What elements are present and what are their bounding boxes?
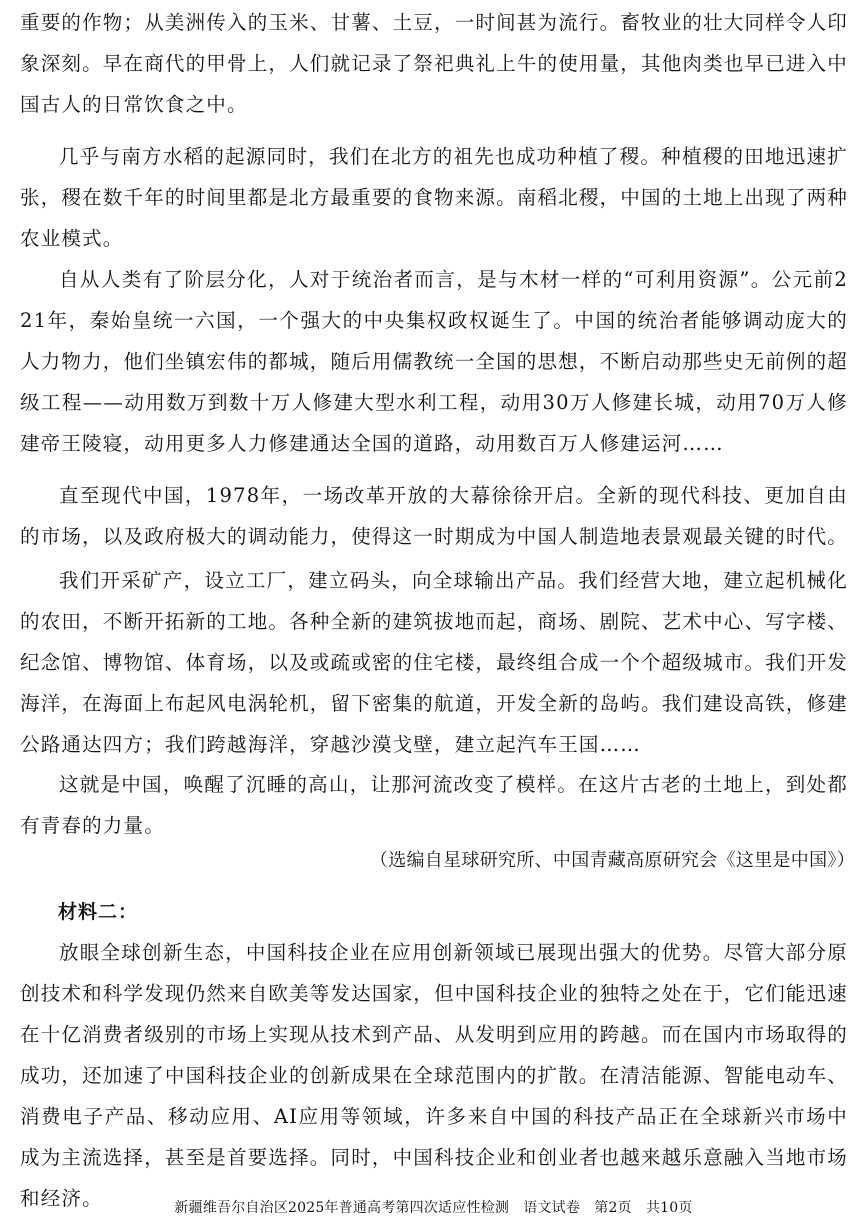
paragraph-central-power: 自从人类有了阶层分化，人对于统治者而言，是与木材一样的“可利用资源”。公元前221年，秦始皇统一六国，一个强大的中央集权政权诞生了。中国的统治者能够调动庞大的人力物力，他们坐镇宏伟的都城，随后用儒教统一全国的思想，不断启动那些史无前例的超级工程——动用数万到数十万人修建大型水利工程，动用30万人修建长城，动用70万人修建帝王陵寝，动用更多人力修建通达全国的道路，动用数百万人修建运河……: [20, 268, 849, 455]
paragraph-youthful-power: 这就是中国，唤醒了沉睡的高山，让那河流改变了模样。在这片古老的土地上，到处都有青春的力量。: [20, 773, 848, 837]
paragraph-crops-livestock: 重要的作物；从美洲传入的玉米、甘薯、土豆，一时间甚为流行。畜牧业的壮大同样令人印象深刻。早在商代的甲骨上，人们就记录了祭祀典礼上牛的使用量，其他肉类也早已进入中国古人的日常饮食之中。: [20, 11, 849, 116]
material-two-heading: 材料二：: [58, 901, 139, 923]
paragraph-reform-opening: 直至现代中国，1978年，一场改革开放的大幕徐徐开启。全新的现代科技、更加自由的市场，以及政府极大的调动能力，使得这一时期成为中国人制造地表景观最关键的时代。: [20, 484, 849, 548]
page-footer: 新疆维吾尔自治区2025年普通高考第四次适应性检测 语文试卷 第2页 共10页: [174, 1200, 693, 1216]
paragraph-millet-north: 几乎与南方水稻的起源同时，我们在北方的祖先也成功种植了稷。种植稷的田地迅速扩张，稷在数千年的时间里都是北方最重要的食物来源。南稻北稷，中国的土地上出现了两种农业模式。: [20, 145, 849, 250]
source-citation: （选编自星球研究所、中国青藏高原研究会《这里是中国》）: [369, 850, 855, 871]
paragraph-construction: 我们开采矿产，设立工厂，建立码头，向全球输出产品。我们经营大地，建立起机械化的农田，不断开拓新的工地。各种全新的建筑拔地而起，商场、剧院、艺术中心、写字楼、纪念馆、博物馆、体育场，以及或疏或密的住宅楼，最终组合成一个个超级城市。我们开发海洋，在海面上布起风电涡轮机，留下密集的航道，开发全新的岛屿。我们建设高铁，修建公路通达四方；我们跨越海洋，穿越沙漠戈壁，建立起汽车王国……: [20, 569, 849, 756]
paragraph-material-two: 放眼全球创新生态，中国科技企业在应用创新领域已展现出强大的优势。尽管大部分原创技术和科学发现仍然来自欧美等发达国家，但中国科技企业的独特之处在于，它们能迅速在十亿消费者级别的市场上实现从技术到产品、从发明到应用的跨越。而在国内市场取得的成功，还加速了中国科技企业的创新成果在全球范围内的扩散。在清洁能源、智能电动车、消费电子产品、移动应用、AI应用等领域，许多来自中国的科技产品正在全球新兴市场中成为主流选择，甚至是首要选择。同时，中国科技企业和创业者也越来越乐意融入当地市场和经济。: [20, 941, 849, 1210]
